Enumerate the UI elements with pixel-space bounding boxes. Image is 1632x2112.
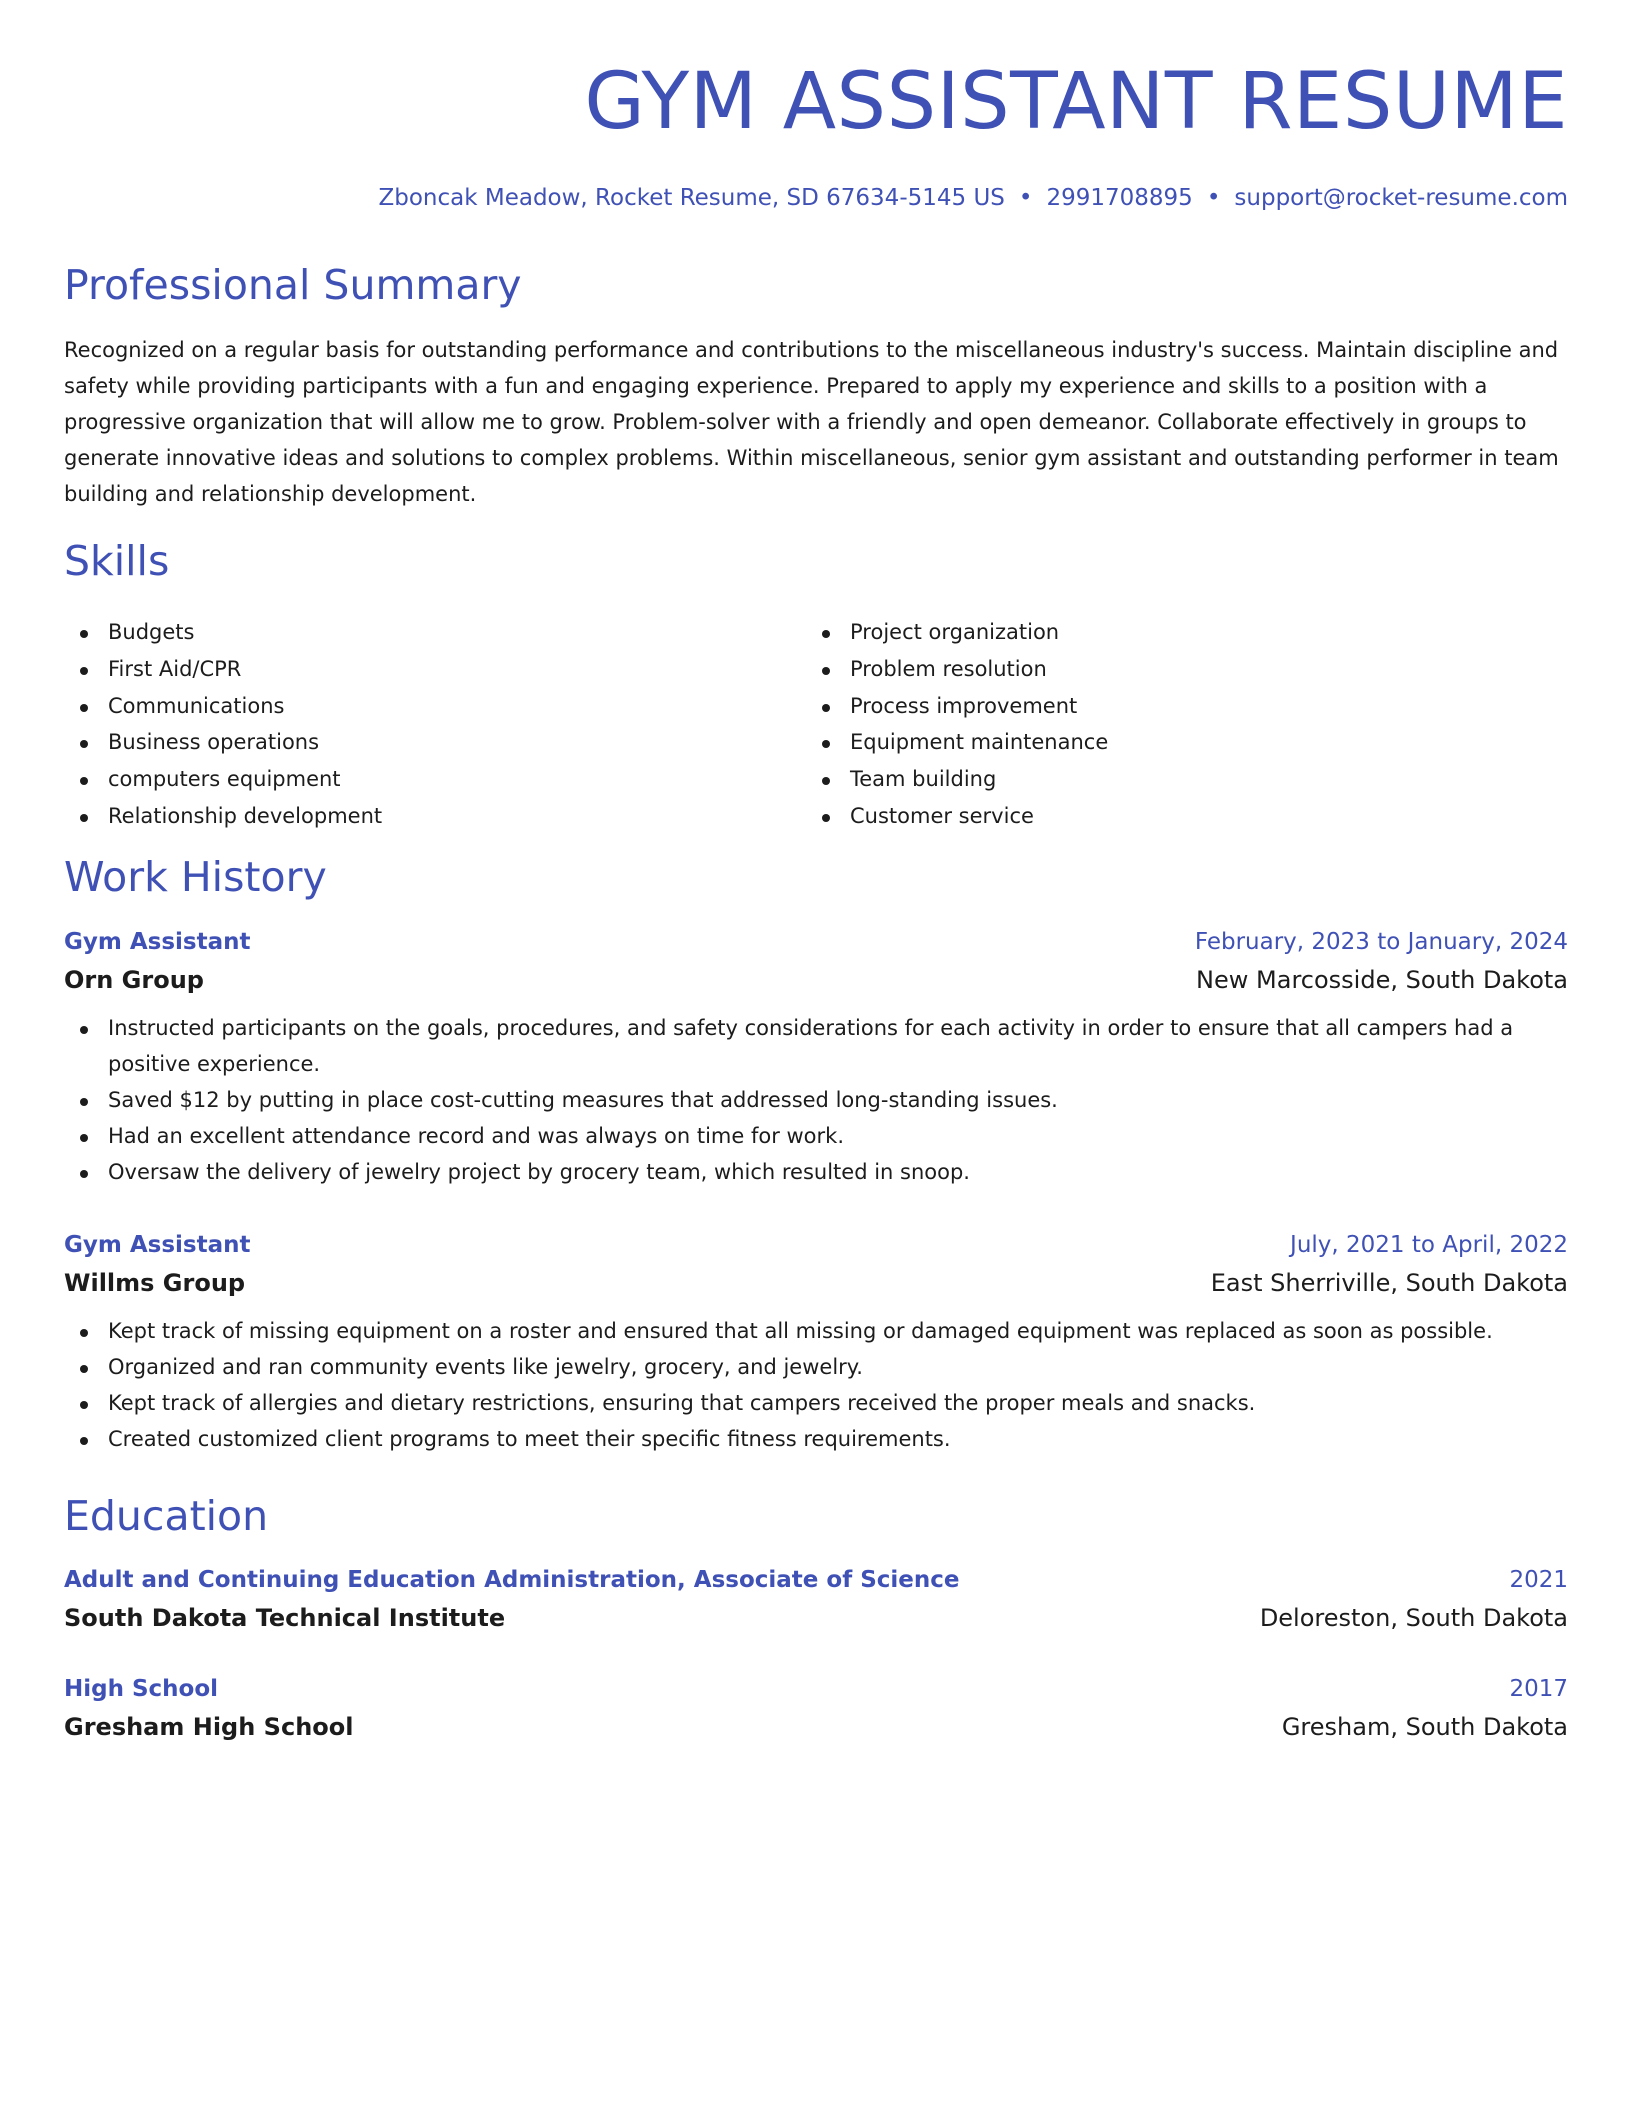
work-entry-header	[64, 1227, 1568, 1263]
job-bullet: Kept track of missing equipment on a roster and ensured that all missing or damaged equipment was replaced as soon as possible.	[64, 1313, 1568, 1349]
section-title-work-history: Work History	[64, 853, 327, 901]
contact-line	[378, 183, 1568, 213]
job-bullet: Instructed participants on the goals, procedures, and safety considerations for each activity in order to ensure that all campers had a positive experience.	[64, 1010, 1568, 1082]
education-degree: Adult and Continuing Education Administration, Associate of Science	[64, 1567, 960, 1593]
skill-item: Customer service	[806, 798, 1548, 835]
job-bullet: Had an excellent attendance record and was always on time for work.	[64, 1118, 1568, 1154]
job-location: East Sherriville, South Dakota	[1210, 1269, 1568, 1297]
work-entry-header	[64, 924, 1568, 960]
work-entry-subheader	[64, 1263, 1568, 1303]
education-degree: High School	[64, 1676, 219, 1702]
job-bullets	[64, 1010, 1568, 1190]
skill-item: Business operations	[64, 724, 806, 761]
education-entry	[64, 1562, 1568, 1638]
summary-text: Recognized on a regular basis for outstanding performance and contributions to the miscellaneous industry's success. Maintain discipline and safety while providing participants with a fun and engaging experience. Prepared to apply my experience and skills to a position with a progressive organization that will allow me to grow. Problem-solver with a friendly and open demeanor. Collaborate effectively in groups to generate innovative ideas and solutions to complex problems. Within miscellaneous, senior gym assistant and outstanding performer in team building and relationship development.	[64, 338, 1559, 506]
work-entry	[64, 924, 1568, 1190]
education-school: Gresham High School	[64, 1713, 354, 1741]
education-entry	[64, 1671, 1568, 1747]
job-dates: July, 2021 to April, 2022	[1290, 1232, 1568, 1258]
education-location: Gresham, South Dakota	[1281, 1713, 1568, 1741]
education-entry-subheader	[64, 1598, 1568, 1638]
job-company: Orn Group	[64, 966, 204, 994]
skills-column-right	[806, 614, 1548, 835]
education-year: 2017	[1509, 1676, 1568, 1702]
skill-item: Project organization	[806, 614, 1548, 651]
skill-item: Process improvement	[806, 688, 1548, 725]
skills-list	[64, 614, 1568, 835]
skill-item: First Aid/CPR	[64, 651, 806, 688]
section-title-skills: Skills	[64, 537, 170, 585]
work-entry-subheader	[64, 960, 1568, 1000]
contact-separator: •	[1018, 185, 1033, 211]
skill-item: Communications	[64, 688, 806, 725]
job-dates: February, 2023 to January, 2024	[1194, 929, 1568, 955]
job-bullet: Created customized client programs to meet their specific fitness requirements.	[64, 1421, 1568, 1457]
job-bullet: Oversaw the delivery of jewelry project by grocery team, which resulted in snoop.	[64, 1154, 1568, 1190]
job-bullet: Organized and ran community events like jewelry, grocery, and jewelry.	[64, 1349, 1568, 1385]
contact-separator: •	[1206, 185, 1221, 211]
education-year: 2021	[1509, 1567, 1568, 1593]
skill-item: Budgets	[64, 614, 806, 651]
skill-item: Problem resolution	[806, 651, 1548, 688]
job-title: Gym Assistant	[64, 1232, 251, 1258]
education-entry-subheader	[64, 1707, 1568, 1747]
job-bullets	[64, 1313, 1568, 1457]
contact-address: Zboncak Meadow, Rocket Resume, SD 67634-5145 US	[378, 185, 1005, 211]
section-title-education: Education	[64, 1492, 269, 1540]
contact-email[interactable]: support@rocket-resume.com	[1234, 185, 1568, 211]
job-bullet: Kept track of allergies and dietary restrictions, ensuring that campers received the proper meals and snacks.	[64, 1385, 1568, 1421]
education-entry-header	[64, 1562, 1568, 1598]
education-entry-header	[64, 1671, 1568, 1707]
job-company: Willms Group	[64, 1269, 246, 1297]
section-title-summary: Professional Summary	[64, 261, 522, 309]
skill-item: Equipment maintenance	[806, 724, 1548, 761]
job-location: New Marcosside, South Dakota	[1196, 966, 1568, 994]
skill-item: computers equipment	[64, 761, 806, 798]
education-school: South Dakota Technical Institute	[64, 1604, 506, 1632]
contact-phone: 2991708895	[1046, 185, 1193, 211]
education-location: Deloreston, South Dakota	[1259, 1604, 1568, 1632]
work-entry	[64, 1227, 1568, 1457]
skill-item: Relationship development	[64, 798, 806, 835]
resume-title: GYM ASSISTANT RESUME	[584, 57, 1568, 147]
job-bullet: Saved $12 by putting in place cost-cutting measures that addressed long-standing issues.	[64, 1082, 1568, 1118]
skill-item: Team building	[806, 761, 1548, 798]
job-title: Gym Assistant	[64, 929, 251, 955]
skills-column-left	[64, 614, 806, 835]
